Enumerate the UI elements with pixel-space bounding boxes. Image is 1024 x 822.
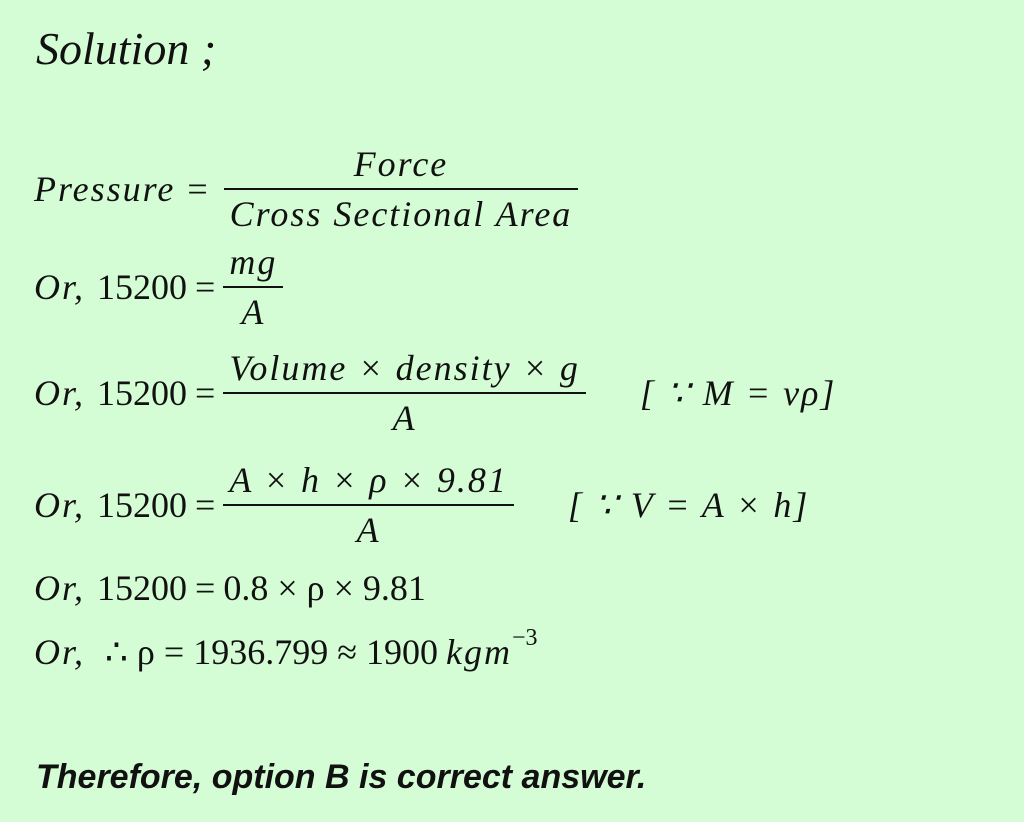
equation-result: [34, 625, 538, 672]
rhs-expression: 0.8 × ρ × 9.81: [223, 568, 426, 608]
numerator: Volume × density × g: [229, 348, 580, 388]
denominator: A: [392, 398, 417, 438]
equation-volume-density: [34, 350, 836, 436]
equals-sign: =: [195, 267, 216, 307]
equals-sign: =: [195, 485, 216, 525]
equals-sign: =: [195, 373, 216, 413]
conclusion-text: Therefore, option B is correct answer.: [36, 758, 647, 796]
or-label: Or,: [34, 267, 86, 307]
denominator: A: [356, 510, 381, 550]
or-label: Or,: [34, 632, 86, 672]
pressure-label: Pressure: [34, 169, 176, 209]
equation-mg-over-a: [34, 244, 287, 330]
numerator: Force: [353, 144, 449, 184]
mass-note: [ ∵ M = vρ]: [639, 373, 837, 413]
lhs-value: 15200: [97, 568, 188, 608]
or-label: Or,: [34, 568, 86, 608]
fraction: [224, 146, 579, 232]
or-label: Or,: [34, 373, 86, 413]
equals-sign: =: [187, 169, 208, 209]
equation-pressure: [34, 146, 582, 232]
fraction: [223, 350, 586, 436]
fraction: [223, 244, 283, 330]
numerator: A × h × ρ × 9.81: [229, 460, 508, 500]
result-expression: ∴ ρ = 1936.799 ≈ 1900: [105, 632, 438, 672]
unit-label: kgm: [445, 632, 512, 672]
fraction: [223, 462, 514, 548]
denominator: A: [241, 292, 266, 332]
volume-note: [ ∵ V = A × h]: [567, 485, 810, 525]
or-label: Or,: [34, 485, 86, 525]
equation-area-height: [34, 462, 809, 548]
lhs-value: 15200: [97, 485, 188, 525]
lhs-value: 15200: [97, 267, 188, 307]
equals-sign: =: [195, 568, 216, 608]
numerator: mg: [229, 242, 278, 282]
equation-simplified: [34, 570, 426, 606]
denominator: Cross Sectional Area: [229, 194, 573, 234]
lhs-value: 15200: [97, 373, 188, 413]
unit-exponent: −3: [511, 625, 538, 651]
solution-heading: Solution ;: [36, 23, 217, 74]
